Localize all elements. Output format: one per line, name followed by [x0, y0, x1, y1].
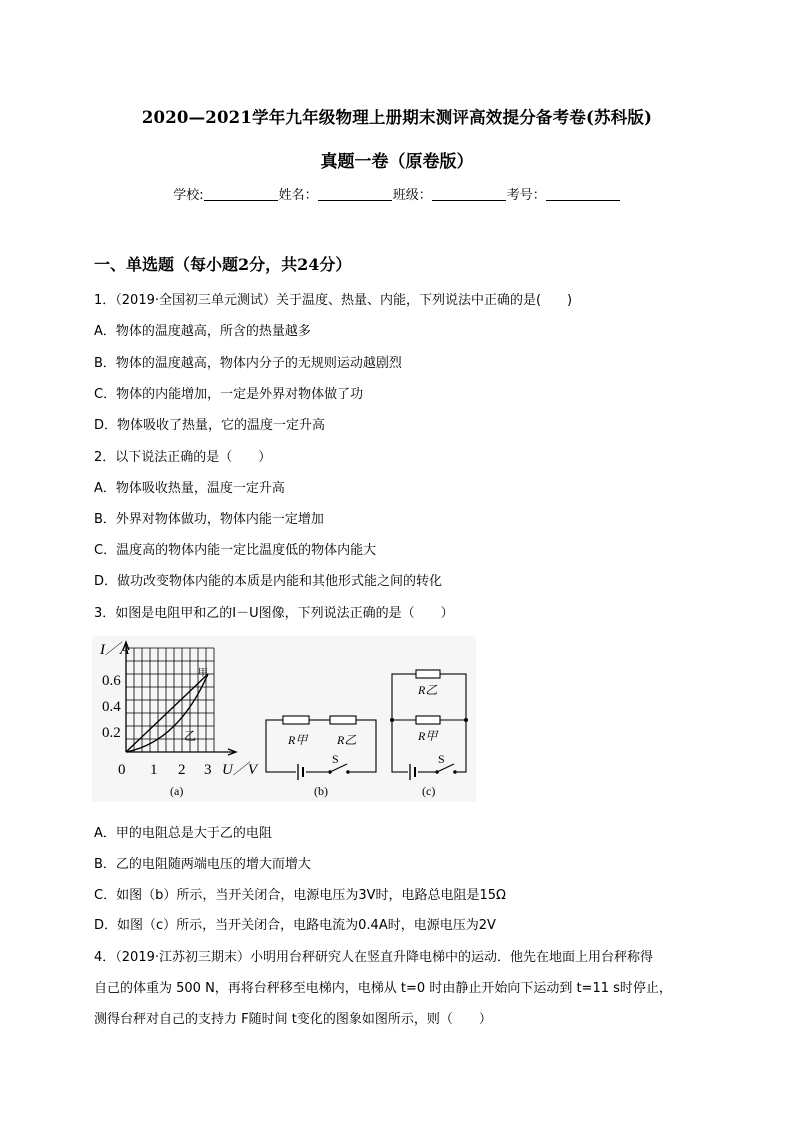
y-tick-04: 0.4: [102, 699, 121, 715]
question-3-stem: 3．如图是电阻甲和乙的I－U图像，下列说法正确的是（ ）: [94, 606, 454, 621]
exam-no-label: 考号：: [506, 188, 546, 203]
question-3-figure: [92, 636, 476, 802]
exam-no-blank[interactable]: [546, 187, 620, 201]
circuit-b: [266, 720, 376, 772]
y-tick-02: 0.2: [102, 725, 121, 741]
school-label: 学校:: [173, 188, 204, 203]
question-3-option-a: A．甲的电阻总是大于乙的电阻: [94, 826, 272, 841]
curve-yi-label: 乙: [184, 729, 197, 743]
school-blank[interactable]: [204, 187, 278, 201]
question-4-line-3: 测得台秤对自己的支持力 F随时间 t变化的图象如图所示，则（ ）: [94, 1012, 492, 1027]
y-tick-06: 0.6: [102, 673, 121, 689]
resistor-yi-b: [330, 716, 356, 724]
question-3-option-d: D．如图（c）所示，当开关闭合，电路电流为0.4A时，电源电压为2V: [94, 918, 496, 933]
resistor-jia-c-label: R甲: [418, 729, 438, 743]
curve-jia-label: 甲: [198, 668, 208, 679]
question-1-stem: 1．（2019·全国初三单元测试）关于温度、热量、内能，下列说法中正确的是( ): [94, 293, 573, 308]
question-4-line-2: 自己的体重为 500 N，再将台秤移至电梯内，电梯从 t=0 时由静止开始向下运动到 t=11 s时停止，: [94, 981, 672, 996]
class-label: 班级：: [392, 188, 432, 203]
question-3-option-b: B．乙的电阻随两端电压的增大而增大: [94, 857, 311, 872]
class-blank[interactable]: [432, 187, 506, 201]
graph-grid: [126, 648, 214, 752]
question-1-option-a: A．物体的温度越高，所含的热量越多: [94, 324, 311, 339]
question-1-option-b: B．物体的温度越高，物体内分子的无规则运动越剧烈: [94, 356, 402, 371]
question-2-option-a: A．物体吸收热量，温度一定升高: [94, 481, 285, 496]
name-blank[interactable]: [318, 187, 392, 201]
y-axis-label: I／A: [100, 642, 130, 658]
switch-b-label: S: [332, 752, 339, 766]
name-label: 姓名：: [278, 188, 318, 203]
figure-b-label: (b): [314, 784, 328, 798]
exam-subtitle: 真题一卷（原卷版）: [320, 152, 474, 172]
question-3-option-c: C．如图（b）所示，当开关闭合，电源电压为3V时，电路总电阻是15Ω: [94, 888, 506, 903]
x-tick-1: 1: [150, 762, 158, 778]
question-2-option-d: D．做功改变物体内能的本质是内能和其他形式能之间的转化: [94, 574, 443, 589]
question-2-option-c: C．温度高的物体内能一定比温度低的物体内能大: [94, 543, 377, 558]
question-2-stem: 2．以下说法正确的是（ ）: [94, 450, 272, 465]
figure-a-label: (a): [170, 784, 184, 798]
resistor-jia-c: [416, 716, 440, 724]
question-1-option-c: C．物体的内能增加，一定是外界对物体做了功: [94, 387, 364, 402]
resistor-jia-b: [283, 716, 309, 724]
section-title: 一、单选题（每小题2分，共24分）: [94, 255, 352, 274]
switch-c-label: S: [438, 752, 445, 766]
figure-c-label: (c): [422, 784, 436, 798]
x-axis-label: U／V: [222, 762, 257, 778]
exam-title: 2020—2021学年九年级物理上册期末测评高效提分备考卷(苏科版): [141, 108, 653, 127]
x-tick-2: 2: [178, 762, 186, 778]
student-info-line: [0, 184, 794, 203]
question-4-line-1: 4．（2019·江苏初三期末）小明用台秤研究人在竖直升降电梯中的运动．他先在地面上用台秤称得: [94, 950, 653, 965]
x-tick-3: 3: [204, 762, 212, 778]
resistor-yi-b-label: R乙: [337, 733, 357, 747]
question-2-option-b: B．外界对物体做功，物体内能一定增加: [94, 512, 324, 527]
question-1-option-d: D．物体吸收了热量，它的温度一定升高: [94, 418, 326, 433]
resistor-jia-b-label: R甲: [288, 733, 308, 747]
x-tick-0: 0: [118, 762, 126, 778]
resistor-yi-c-label: R乙: [418, 683, 438, 697]
resistor-yi-c: [416, 670, 440, 678]
